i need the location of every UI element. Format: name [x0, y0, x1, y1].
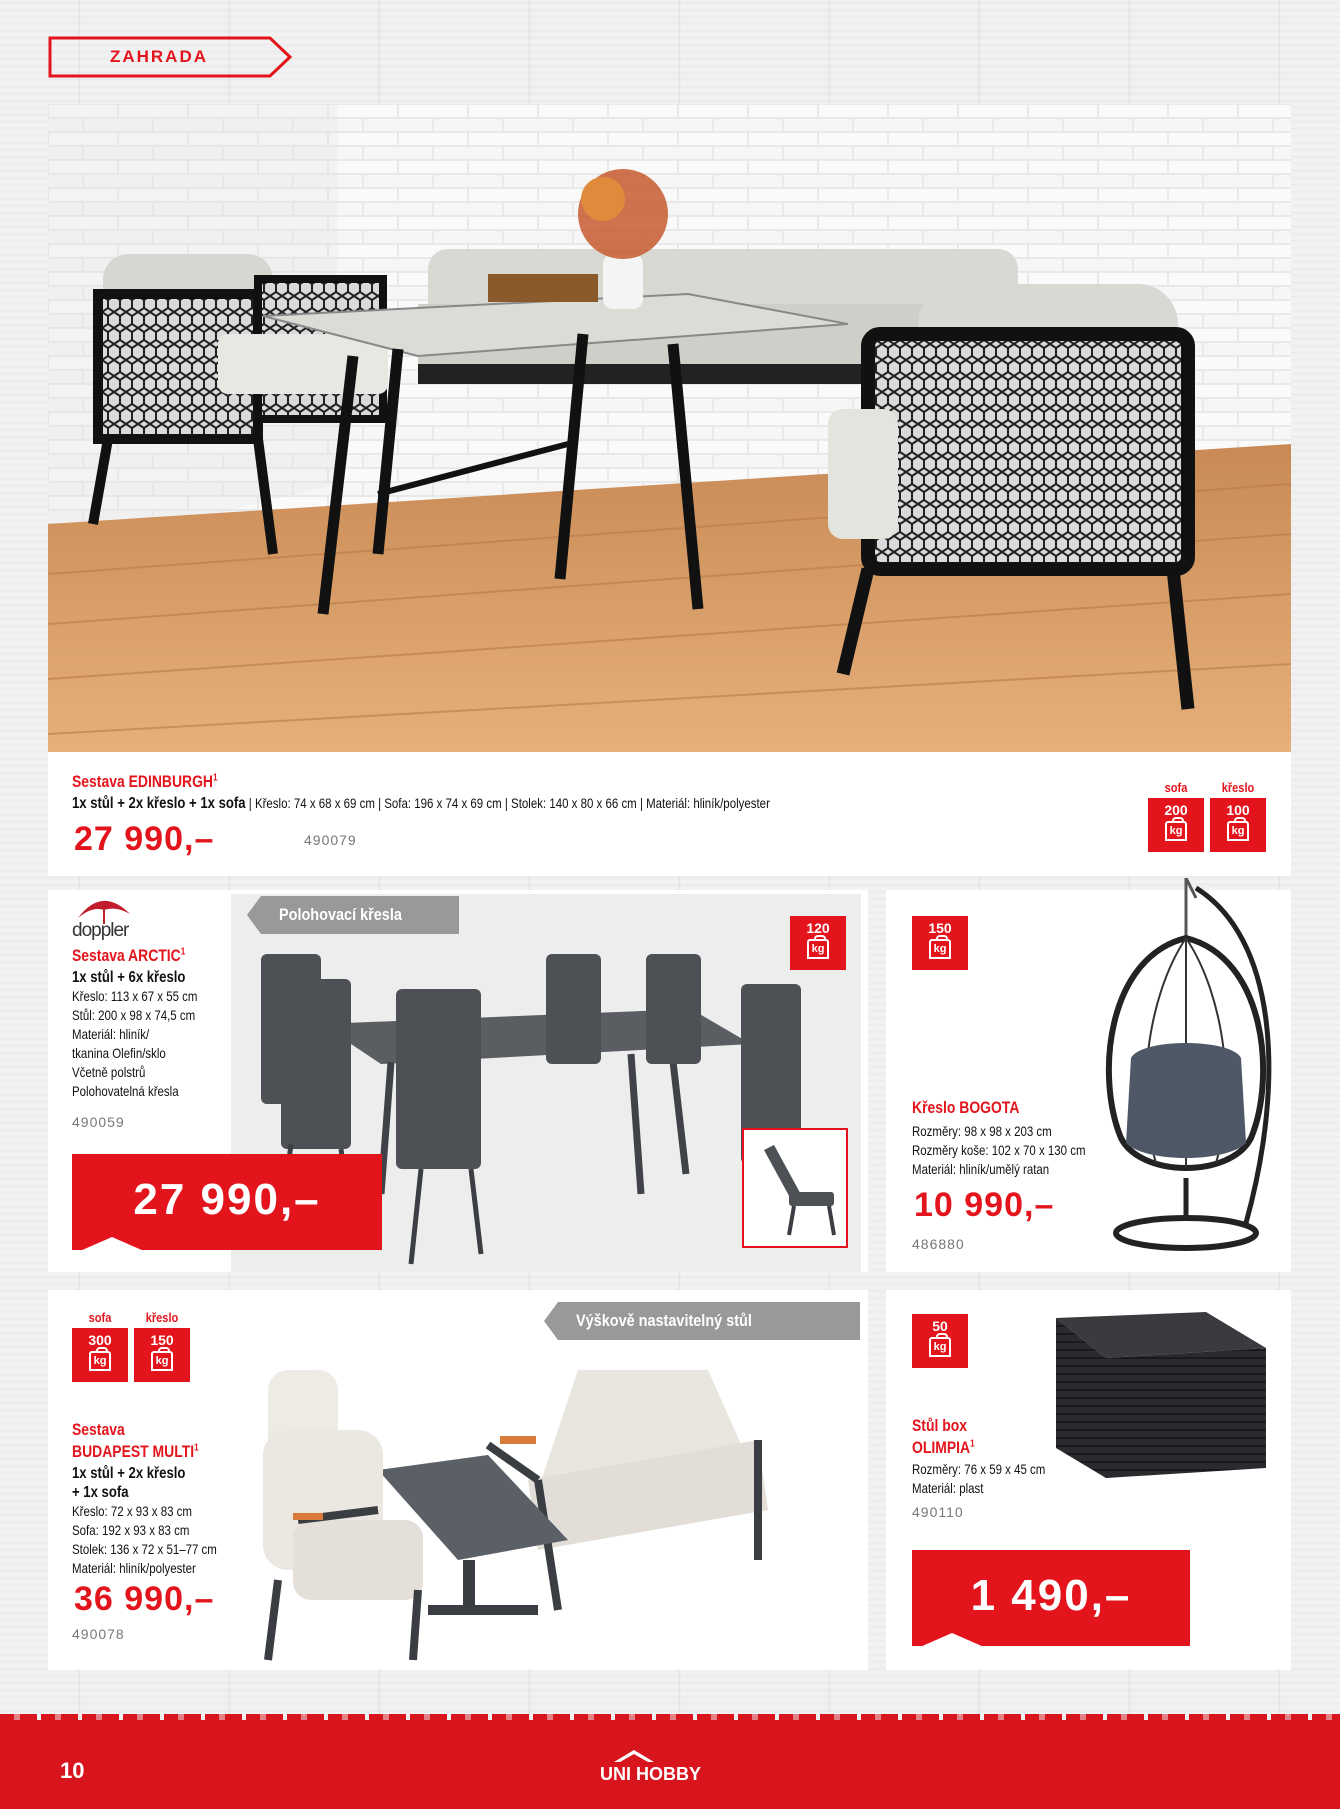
bogota-price: 10 990,–: [914, 1186, 1055, 1224]
bogota-code: 486880: [912, 1236, 965, 1252]
olimpia-load: 50 kg: [912, 1314, 968, 1368]
hero-price: 27 990,–: [74, 820, 215, 858]
arctic-load: 120 kg: [790, 916, 846, 970]
olimpia-title: Stůl box: [912, 1416, 967, 1435]
section-title: ZAHRADA: [109, 47, 209, 66]
hero-image: [48, 104, 1291, 752]
budapest-spec-line: Materiál: hliník/polyester: [72, 1560, 196, 1576]
page-number: 10: [60, 1758, 85, 1783]
arctic-spec-line: tkanina Olefin/sklo: [72, 1045, 166, 1061]
budapest-price: 36 990,–: [74, 1580, 215, 1618]
bogota-load: 150 kg: [912, 916, 968, 970]
arctic-spec-line: Včetně polstrů: [72, 1064, 146, 1080]
bogota-spec-line: Rozměry: 98 x 98 x 203 cm: [912, 1123, 1052, 1139]
hero-code: 490079: [304, 832, 357, 848]
olimpia-panel: [886, 1290, 1291, 1670]
hero-product-specs: 1x stůl + 2x křeslo + 1x sofa | Křeslo: 74 x 68 x 69 cm | Sofa: 196 x 74 x 69 cm | Stolek: 140 x 80 x 66 cm | Materiál: hliník/polyester: [72, 795, 770, 812]
footer-bar: [0, 1720, 1340, 1809]
weight-icon: kg: [89, 1351, 111, 1371]
budapest-contents: 1x stůl + 2x křeslo: [72, 1465, 186, 1482]
hero-load-sofa: sofa 200 kg: [1148, 780, 1204, 852]
hero-load-armchair: křeslo 100 kg: [1210, 780, 1266, 852]
budapest-spec-line: Stolek: 136 x 72 x 51–77 cm: [72, 1541, 217, 1557]
arctic-code: 490059: [72, 1114, 125, 1130]
bogota-spec-line: Rozměry koše: 102 x 70 x 130 cm: [912, 1142, 1086, 1158]
arctic-spec-line: Polohovatelná křesla: [72, 1083, 179, 1099]
bogota-title: Křeslo BOGOTA: [912, 1098, 1020, 1117]
budapest-contents-2: + 1x sofa: [72, 1484, 129, 1501]
arctic-inset-image: [742, 1128, 848, 1248]
weight-icon: kg: [151, 1351, 173, 1371]
budapest-title: Sestava: [72, 1420, 125, 1439]
arctic-banner: Polohovací křesla: [261, 896, 459, 934]
bogota-panel: [886, 890, 1291, 1272]
weight-icon: kg: [929, 1337, 951, 1357]
olimpia-price: 1 490,–: [912, 1550, 1190, 1646]
budapest-load-armchair: křeslo 150 kg: [134, 1310, 190, 1382]
hero-product-title: Sestava EDINBURGH$^1$: [72, 772, 218, 791]
budapest-image: [238, 1330, 858, 1670]
budapest-spec-line: Křeslo: 72 x 93 x 83 cm: [72, 1503, 192, 1519]
bogota-spec-line: Materiál: hliník/umělý ratan: [912, 1161, 1050, 1177]
weight-icon: kg: [1227, 821, 1249, 841]
olimpia-title-2: OLIMPIA$^1$: [912, 1438, 975, 1457]
budapest-banner: Výškově nastavitelný stůl: [558, 1302, 860, 1340]
olimpia-code: 490110: [912, 1504, 964, 1520]
roof-icon: [614, 1750, 654, 1762]
weight-icon: kg: [807, 939, 829, 959]
arctic-title: Sestava ARCTIC$^1$: [72, 946, 186, 965]
arctic-spec-line: Materiál: hliník/: [72, 1026, 150, 1042]
weight-icon: kg: [929, 939, 951, 959]
olimpia-spec-line: Materiál: plast: [912, 1480, 984, 1496]
hero-info-panel: [48, 752, 1291, 876]
unihobby-logo: UNI HOBBY: [600, 1756, 735, 1786]
budapest-panel: [48, 1290, 868, 1670]
section-tab: [48, 36, 294, 78]
budapest-title-2: BUDAPEST MULTI$^1$: [72, 1442, 199, 1461]
budapest-code: 490078: [72, 1626, 125, 1642]
weight-icon: kg: [1165, 821, 1187, 841]
bogota-image: [1086, 878, 1286, 1256]
arctic-contents: 1x stůl + 6x křeslo: [72, 969, 186, 986]
doppler-logo: doppler: [72, 890, 152, 947]
budapest-spec-line: Sofa: 192 x 93 x 83 cm: [72, 1522, 190, 1538]
arctic-panel: [48, 890, 868, 1272]
arctic-spec-line: Stůl: 200 x 98 x 74,5 cm: [72, 1007, 196, 1023]
budapest-load-sofa: sofa 300 kg: [72, 1310, 128, 1382]
arctic-spec-line: Křeslo: 113 x 67 x 55 cm: [72, 988, 198, 1004]
olimpia-spec-line: Rozměry: 76 x 59 x 45 cm: [912, 1461, 1046, 1477]
arctic-price: 27 990,–: [72, 1154, 382, 1250]
